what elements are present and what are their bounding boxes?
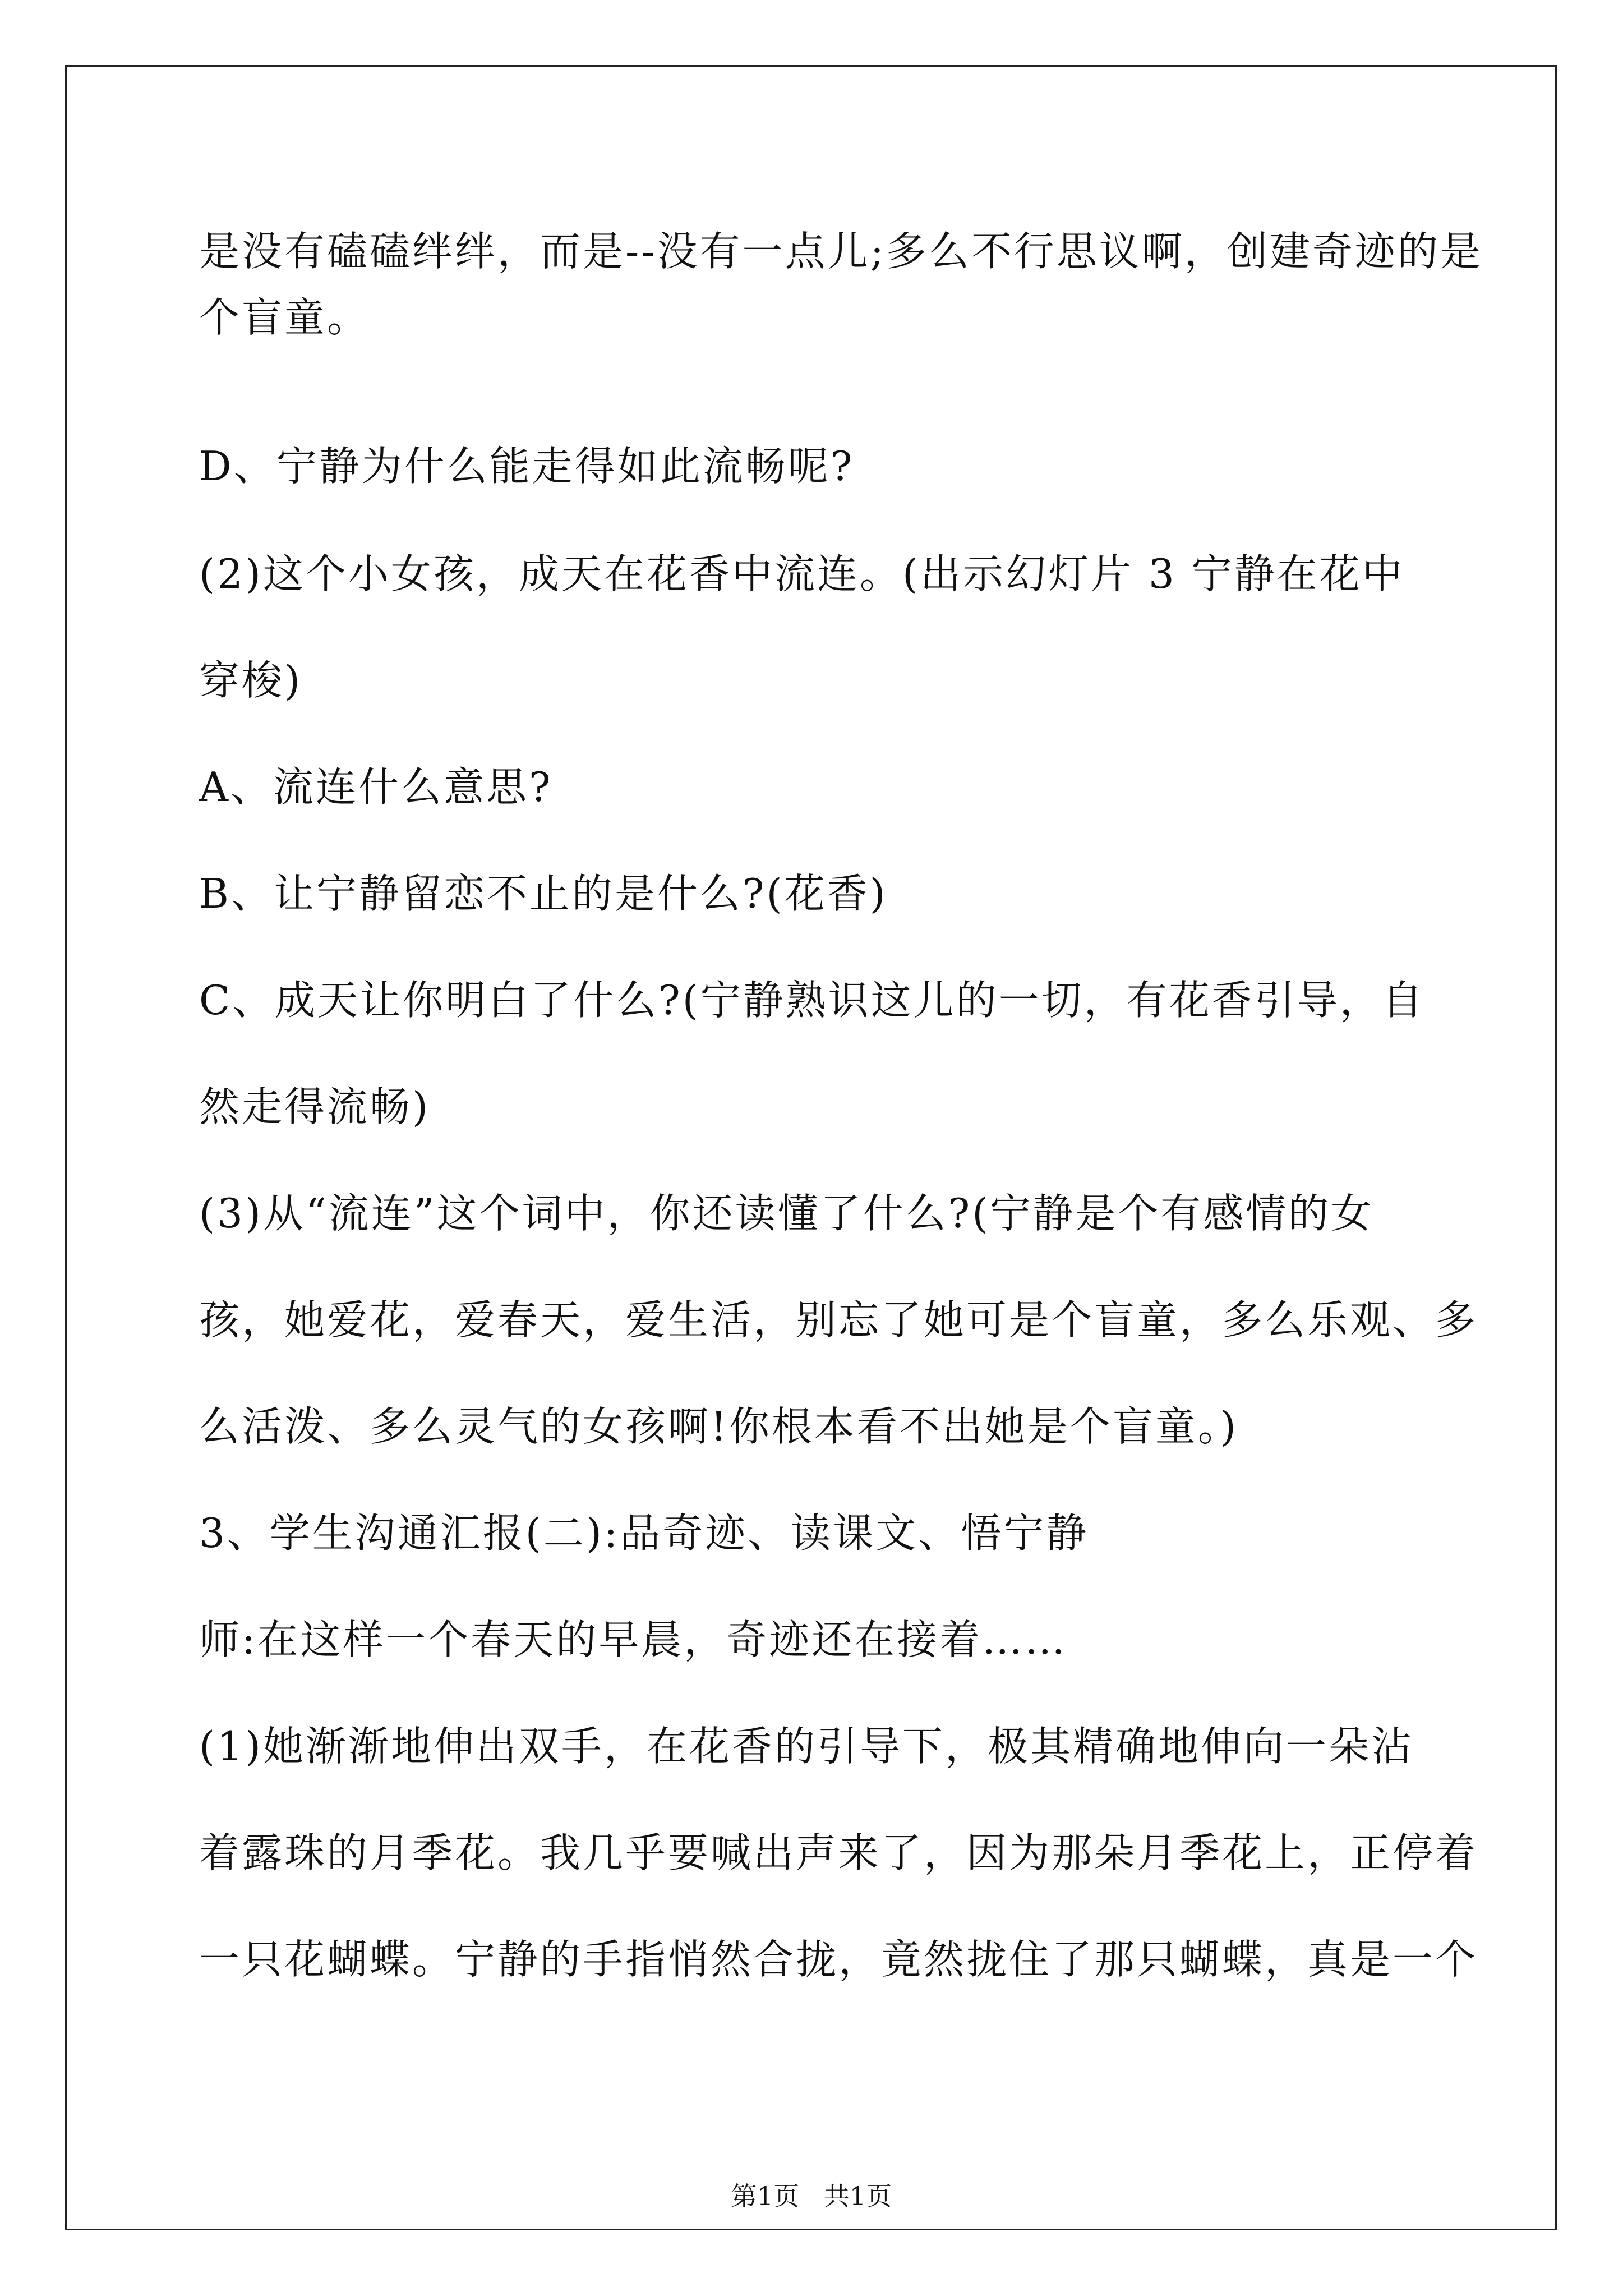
- text-line: A、流连什么意思?: [199, 763, 553, 811]
- text-line: (1)她渐渐地伸出双手，在花香的引导下，极其精确地伸向一朵沾: [199, 1723, 1414, 1770]
- text-line: 师:在这样一个春天的早晨，奇迹还在接着……: [199, 1616, 1068, 1663]
- text-line: 一只花蝴蝶。宁静的手指悄然合拢，竟然拢住了那只蝴蝶，真是一个: [199, 1936, 1478, 1983]
- text-line: (2)这个小女孩，成天在花香中流连。(出示幻灯片 3 宁静在花中: [199, 550, 1405, 597]
- text-line: (3)从“流连”这个词中，你还读懂了什么?(宁静是个有感情的女: [199, 1190, 1374, 1237]
- text-line: C、成天让你明白了什么?(宁静熟识这儿的一切，有花香引导，自: [199, 977, 1425, 1024]
- text-line: 孩，她爱花，爱春天，爱生活，别忘了她可是个盲童，多么乐观、多: [199, 1296, 1478, 1343]
- text-line: 是没有磕磕绊绊，而是--没有一点儿;多么不行思议啊，创建奇迹的是: [199, 228, 1483, 275]
- text-line: 着露珠的月季花。我几乎要喊出声来了，因为那朵月季花上，正停着: [199, 1829, 1478, 1876]
- page-number: 第1页 共1页: [731, 2181, 892, 2211]
- text-line: 穿梭): [199, 657, 303, 704]
- text-line: 然走得流畅): [199, 1083, 431, 1130]
- text-line: D、宁静为什么能走得如此流畅呢?: [199, 443, 855, 490]
- text-line: 3、学生沟通汇报(二):品奇迹、读课文、悟宁静: [199, 1510, 1089, 1557]
- page-border: [65, 65, 1557, 2230]
- text-line: 个盲童。: [199, 294, 370, 341]
- text-line: B、让宁静留恋不止的是什么?(花香): [199, 870, 888, 917]
- text-line: 么活泼、多么灵气的女孩啊!你根本看不出她是个盲童。): [199, 1403, 1239, 1450]
